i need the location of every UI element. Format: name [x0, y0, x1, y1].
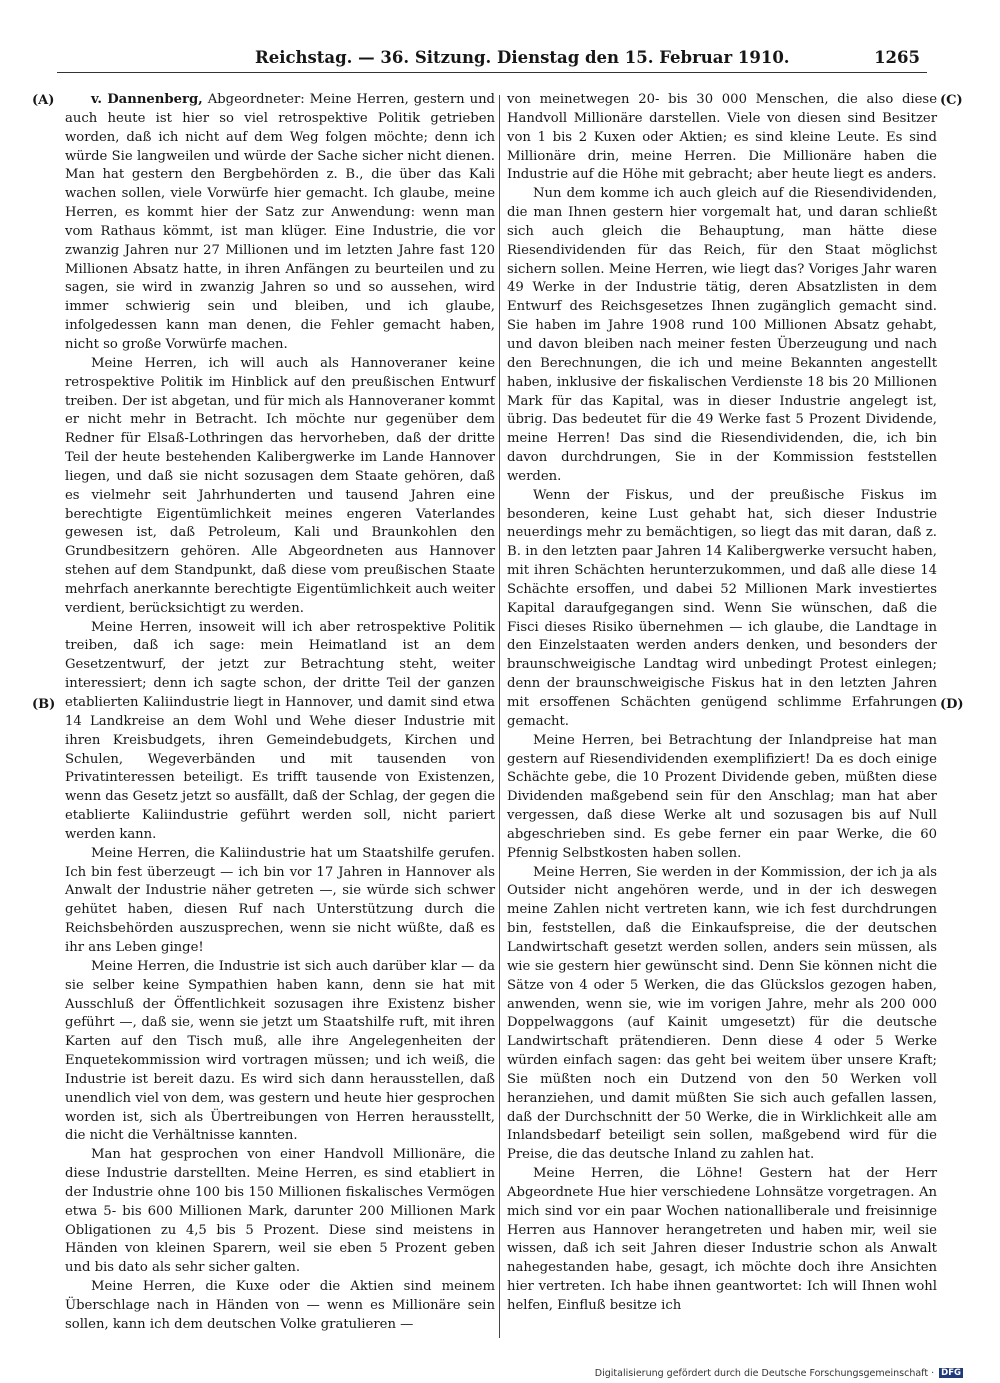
- paragraph: Man hat gesprochen von einer Handvoll Millionäre, die diese Industrie darstellten. Meine Herren, es sind etabliert in der Industrie ohne 100 bis 150 Millionen fiskalisches Vermögen etwa 5- bis 600 Millionen Mark, darunter 200 Millionen Mark Obligationen zu 4,5 bis 5 Prozent. Diese sind meistens in Händen von kleinen Sparern, weil sie eben 5 Prozent geben und bis dato als sehr sicher galten.: [65, 1147, 495, 1276]
- paragraph: von meinetwegen 20- bis 30 000 Menschen, die also diese Handvoll Millionäre darstellen. Viele von diesen sind Besitzer von 1 bis 2 Kuxen oder Aktien; es sind kleine Leute. Es sind Millionäre drin, meine Herren. Die Millionäre haben die Industrie auf die Höhe mit gebracht; aber heute liegt es anders.: [507, 92, 937, 183]
- paragraph: Meine Herren, die Kuxe oder die Aktien sind meinem Überschlage nach in Händen von — wenn es Millionäre sein sollen, kann ich dem deutschen Volke gratulieren —: [65, 1279, 495, 1332]
- running-head: Reichstag. — 36. Sitzung. Dienstag den 15. Februar 1910.: [255, 48, 790, 67]
- paragraph: Meine Herren, die Kaliindustrie hat um Staatshilfe gerufen. Ich bin fest überzeugt — ich bin vor 17 Jahren in Hannover als Anwalt der Industrie näher getreten —, sie würde sich schwer gehütet haben, diesen Ruf nach Unterstützung durch die Reichsbehörden auszusprechen, wenn sie nicht wüßte, daß es ihr ans Leben ginge!: [65, 845, 495, 955]
- dfg-logo: DFG: [941, 1368, 961, 1378]
- paragraph: Nun dem komme ich auch gleich auf die Riesendividenden, die man Ihnen gestern hier vorgemalt hat, und daran schließt sich auch gleich die Behauptung, man hätte diese Riesendividenden für das Reich, für den Staat möglichst sichern sollen. Meine Herren, wie liegt das? Voriges Jahr waren 49 Werke in der Industrie tätig, deren Absatzlisten in dem Entwurf des Reichsgesetzes Ihnen zugänglich gemacht sind. Sie haben im Jahre 1908 rund 100 Millionen Absatz gehabt, und davon bleiben nach meiner festen Überzeugung und nach den Berechnungen, die ich und meine Bekannten angestellt haben, inklusive der fiskalischen Verdienste 18 bis 20 Millionen Mark für das Kapital, was in dieser Industrie angelegt ist, übrig. Das bedeutet für die 49 Werke fast 5 Prozent Dividende, meine Herren! Das sind die Riesendividenden, die, ich bin davon durchdrungen, Sie in der Kommission feststellen werden.: [507, 186, 937, 484]
- paragraph: Wenn der Fiskus, und der preußische Fiskus im besonderen, keine Lust gehabt hat, sich dieser Industrie neuerdings mehr zu bemächtigen, so liegt das mit daran, daß z. B. in den letzten paar Jahren 14 Kalibergwerke versucht haben, mit ihren Schächten herunterzukommen, und daß alle diese 14 Schächte ersoffen, und dabei 52 Millionen Mark investiertes Kapital daraufgegangen sind. Wenn Sie wünschen, daß die Fisci dieses Risiko übernehmen — ich glaube, die Landtage in den Einzelstaaten werden anders denken, und besonders der braunschweigische Landtag wird unbedingt Protest einlegen; denn der braunschweigische Fiskus hat in den letzten Jahren mit ersoffenen Schächten genügend schlimme Erfahrungen gemacht.: [507, 487, 937, 729]
- credit-text: Digitalisierung gefördert durch die Deutsche Forschungsgemeinschaft ·: [594, 1368, 935, 1379]
- paragraph-text: Abgeordneter: Meine Herren, gestern und auch heute ist hier so viel retrospektive Politik getrieben worden, daß ich nicht auf dem Weg folgen möchte; denn ich würde Sie langweilen und würde der Sache sicher nicht dienen. Man hat gestern den Bergbehörden z. B., die über das Kali wachen sollen, viele Vorwürfe hier gemacht. Ich glaube, meine Herren, es kommt hier der Satz zur Anwendung: wenn man vom Rathaus kömmt, ist man klüger. Eine Industrie, die vor zwanzig Jahren nur 27 Millionen und im letzten Jahre fast 120 Millionen Absatz hatte, in ihren Anfängen zu beurteilen und zu sagen, sie wird in zwanzig Jahren so und so aussehen, wird immer schwierig sein und bleiben, und ich glaube, infolgedessen kann man denen, die Fehler gemacht haben, nicht so große Vorwürfe machen.: [65, 92, 495, 352]
- digitization-credit: [595, 1368, 963, 1379]
- margin-marker-a: (A): [32, 93, 55, 108]
- paragraph: Meine Herren, die Industrie ist sich auch darüber klar — da sie selber keine Sympathien haben kann, denn sie hat mit Ausschluß der Öffentlichkeit sozusagen ihre Existenz bisher geführt —, daß sie, wenn sie jetzt um Staatshilfe ruft, mit ihren Karten auf den Tisch muß, alle ihre Angelegenheiten der Enquetekommission wird vortragen müssen; und ich weiß, die Industrie ist bereit dazu. Es wird sich dann herausstellen, daß unendlich viel von dem, was gestern und heute hier gesprochen worden ist, sich als Übertreibungen von Herren herausstellt, die nicht die Verhältnisse kannten.: [65, 958, 495, 1144]
- column-divider: [499, 95, 500, 1338]
- margin-marker-d: (D): [940, 697, 964, 712]
- page-number: 1265: [874, 48, 920, 67]
- paragraph: Meine Herren, bei Betrachtung der Inlandpreise hat man gestern auf Riesendividenden exemplifiziert! Da es doch einige Schächte gebe, die 10 Prozent Dividende geben, müßten diese Dividenden maßgebend sein für den Anschlag; man hat aber vergessen, daß diese Werke alt und sozusagen bis auf Null abgeschrieben sind. Es gebe ferner ein paar Werke, die 60 Pfennig Selbstkosten haben sollen.: [507, 732, 937, 861]
- left-column: [65, 91, 495, 1343]
- paragraph: Meine Herren, Sie werden in der Kommission, der ich ja als Outsider nicht angehören werde, und in der ich deswegen meine Zahlen nicht vertreten kann, wie ich fest durchdrungen bin, feststellen, daß die Einkaufspreise, die der deutschen Landwirtschaft gesetzt werden sollen, anders sein müssen, als wie sie gestern hier gewünscht sind. Denn Sie können nicht die Sätze von 4 oder 5 Werken, die das Glückslos gezogen haben, anwenden, wenn sie, wie im vorigen Jahre, mehr als 200 000 Doppelwaggons (auf Kainit umgesetzt) für die deutsche Landwirtschaft prätendieren. Denn diese 4 oder 5 Werke würden einfach sagen: das geht bei weitem über unsere Kraft; Sie müßten noch ein Dutzend von den 50 Werken voll heranziehen, und damit müßten Sie sich auch gefallen lassen, daß der Durchschnitt der 50 Werke, die in Wirklichkeit alle am Inlandsbedarf beteiligt sein sollen, maßgebend wird für die Preise, die das deutsche Inland zu zahlen hat.: [507, 864, 937, 1163]
- margin-marker-c: (C): [940, 93, 963, 108]
- running-header: [255, 46, 955, 72]
- margin-marker-b: (B): [32, 697, 56, 712]
- right-column: [507, 91, 937, 1343]
- header-rule: [57, 72, 927, 73]
- paragraph: [65, 91, 495, 355]
- speaker-name: v. Dannenberg,: [91, 92, 203, 107]
- paragraph: Meine Herren, ich will auch als Hannoveraner keine retrospektive Politik im Hinblick auf den preußischen Entwurf treiben. Der ist abgetan, und für mich als Hannoveraner kommt er nicht mehr in Betracht. Ich möchte nur gegenüber dem Redner für Elsaß-Lothringen das hervorheben, daß der dritte Teil der heute bestehenden Kalibergwerke im Lande Hannover liegen, und daß sie nicht sozusagen dem Staate gehören, daß es vielmehr seit Jahrhunderten und tausend Jahren eine berechtigte Eigentümlichkeit meines engeren Vaterlandes gewesen ist, daß Petroleum, Kali und Braunkohlen den Grundbesitzern gehören. Alle Abgeordneten aus Hannover stehen auf dem Standpunkt, daß diese vom preußischen Staate mehrfach anerkannte berechtigte Eigentümlichkeit auch weiter verdient, berücksichtigt zu werden.: [65, 355, 495, 616]
- paragraph: Meine Herren, die Löhne! Gestern hat der Herr Abgeordnete Hue hier verschiedene Lohnsätze vorgetragen. An mich sind vor ein paar Wochen nationalliberale und freisinnige Herren aus Hannover herangetreten und haben mir, weil sie wissen, daß ich seit Jahren dieser Industrie schon als Anwalt nahegestanden habe, gesagt, ich möchte doch ihre Ansichten hier vertreten. Ich habe ihnen geantwortet: Ich will Ihnen wohl helfen, Einfluß besitze ich: [507, 1166, 937, 1313]
- paragraph: Meine Herren, insoweit will ich aber retrospektive Politik treiben, daß ich sage: mein Heimatland ist an dem Gesetzentwurf, der jetzt zur Betrachtung steht, weiter interessiert; denn ich sagte schon, der dritte Teil der ganzen etablierten Kaliindustrie liegt in Hannover, und damit sind etwa 14 Landkreise an dem Wohl und Wehe dieser Industrie mit ihren Kreisbudgets, ihren Gemeindebudgets, Kirchen und Schulen, Wegeverbänden und mit tausenden von Privatinteressen beteiligt. Es trifft tausende von Existenzen, wenn das Gesetz jetzt so ausfällt, daß der Schlag, der gegen die etablierte Kaliindustrie geführt werden soll, nicht pariert werden kann.: [65, 619, 495, 842]
